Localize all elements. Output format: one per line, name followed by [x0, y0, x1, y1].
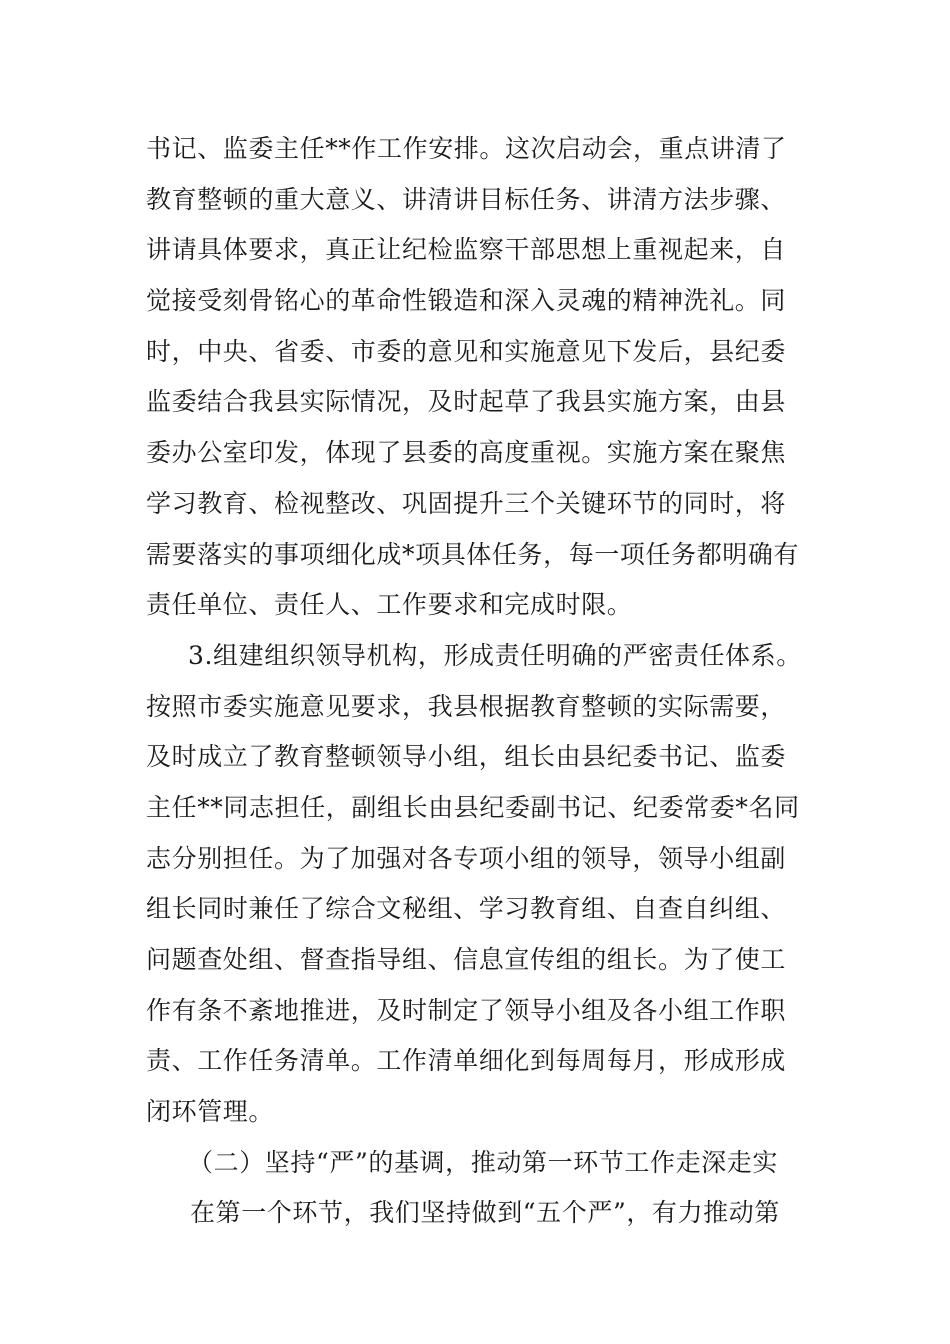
text-line: 需要落实的事项细化成*项具体任务，每一项任务都明确有 — [146, 539, 800, 569]
document-body — [146, 124, 816, 1239]
text-line: 及时成立了教育整顿领导小组，组长由县纪委书记、监委 — [146, 742, 787, 772]
text-line: 作有条不紊地推进，及时制定了领导小组及各小组工作职 — [146, 995, 787, 1025]
text-line: 讲请具体要求，真正让纪检监察干部思想上重视起来，自 — [146, 235, 787, 265]
text-line: 教育整顿的重大意义、讲清讲目标任务、讲清方法步骤、 — [146, 184, 787, 214]
text-line: 组长同时兼任了综合文秘组、学习教育组、自查自纠组、 — [146, 894, 787, 924]
text-line: 委办公室印发，体现了县委的高度重视。实施方案在聚焦 — [146, 438, 787, 468]
text-line: 学习教育、检视整改、巩固提升三个关键环节的同时，将 — [146, 488, 787, 518]
text-line: 问题查处组、督查指导组、信息宣传组的组长。为了使工 — [146, 945, 787, 974]
text-line: 志分别担任。为了加强对各专项小组的领导，领导小组副 — [146, 843, 787, 873]
text-line: 觉接受刻骨铭心的革命性锻造和深入灵魂的精神洗礼。同 — [146, 286, 787, 316]
text-line: 责任单位、责任人、工作要求和完成时限。 — [146, 590, 633, 620]
text-line: 按照市委实施意见要求，我县根据教育整顿的实际需要， — [146, 691, 787, 721]
text-line: 责、工作任务清单。工作清单细化到每周每月，形成形成 — [146, 1046, 787, 1076]
text-line: 时，中央、省委、市委的意见和实施意见下发后，县纪委 — [146, 336, 787, 366]
section-heading: 3.组建组织领导机构，形成责任明确的严密责任体系。 — [188, 640, 802, 670]
section-heading: （二）坚持“严”的基调，推动第一环节工作走深走实 — [188, 1147, 778, 1177]
text-line: 监委结合我县实际情况，及时起草了我县实施方案，由县 — [146, 387, 787, 417]
text-line: 书记、监委主任**作工作安排。这次启动会，重点讲清了 — [146, 134, 787, 163]
text-line: 在第一个环节，我们坚持做到“五个严”，有力推动第 — [190, 1198, 780, 1228]
text-line: 闭环管理。 — [146, 1097, 275, 1127]
text-line: 主任**同志担任，副组长由县纪委副书记、纪委常委*名同 — [146, 792, 800, 822]
